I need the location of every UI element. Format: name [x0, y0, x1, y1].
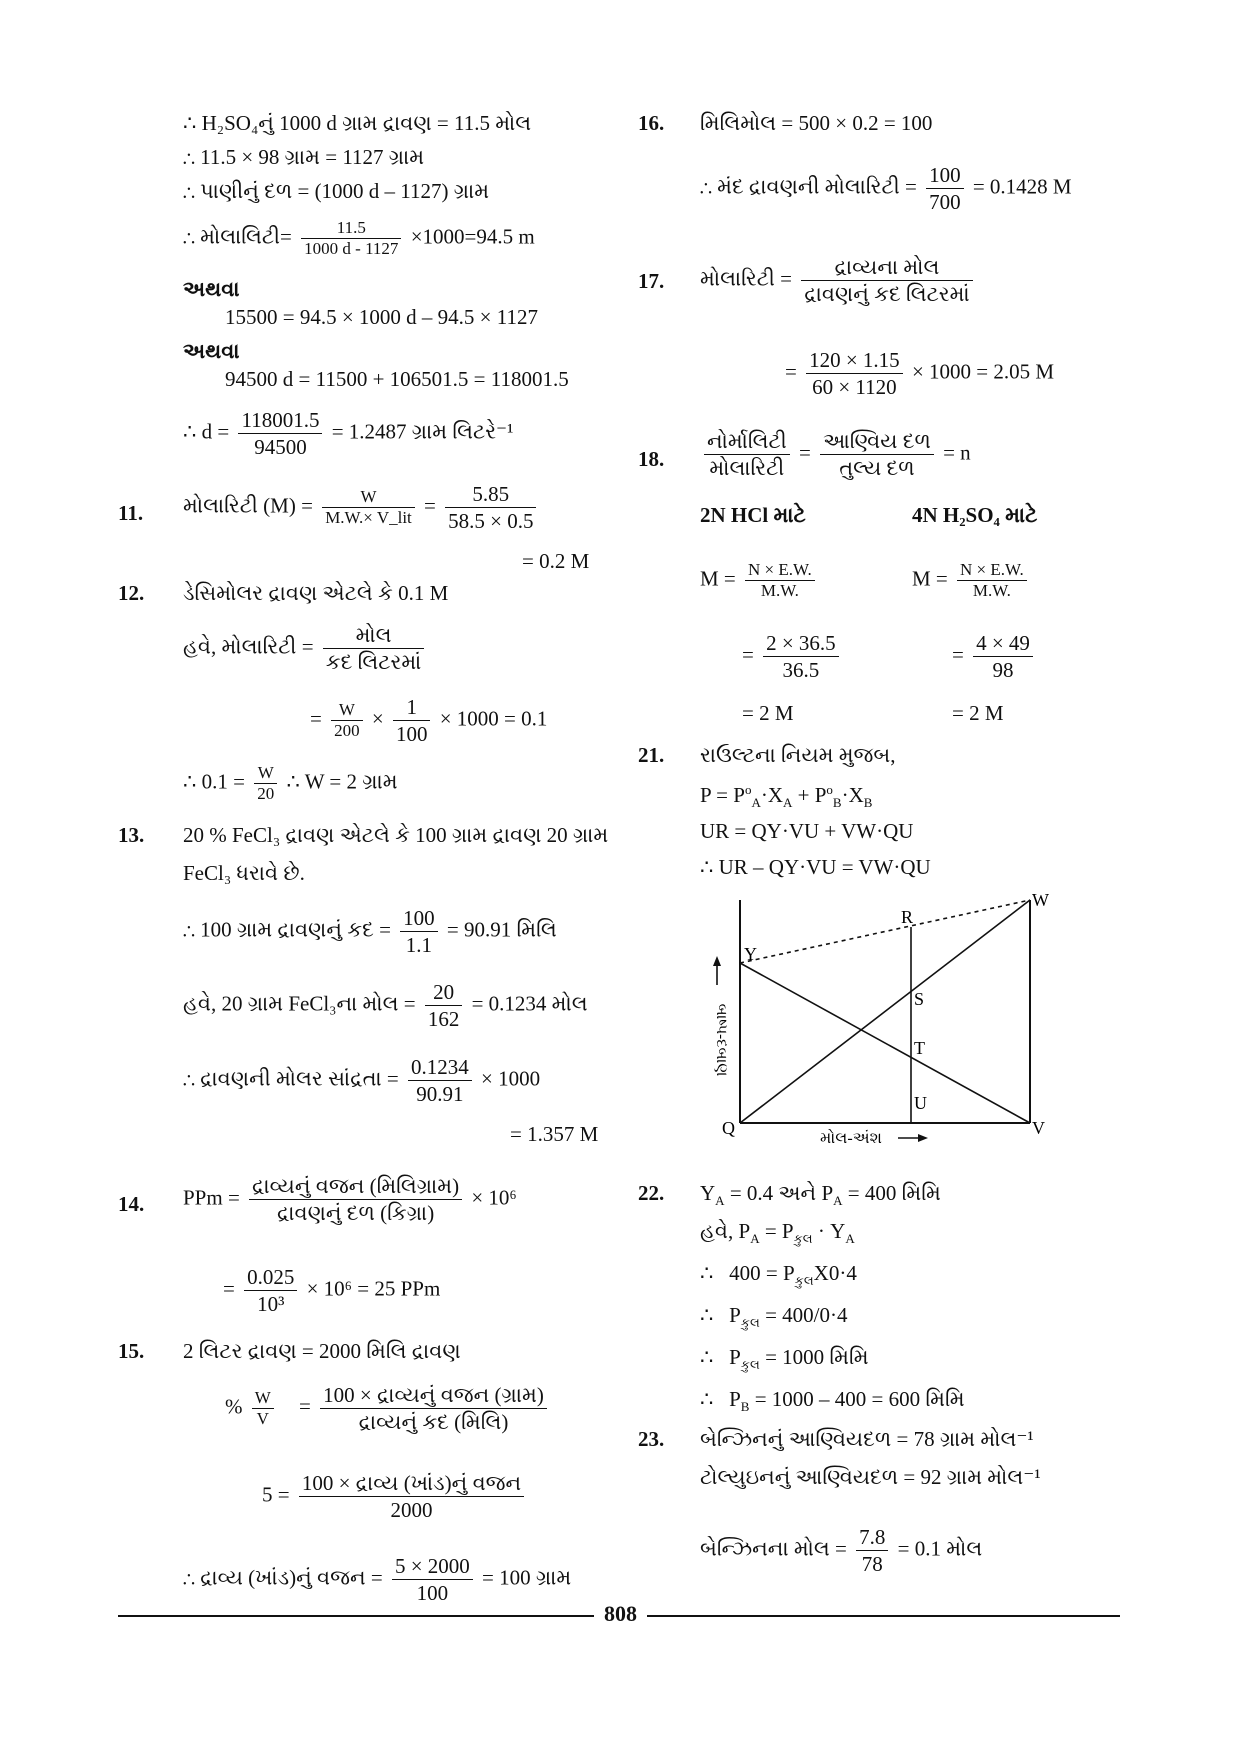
percent-sign: % — [225, 1394, 243, 1419]
denominator: 162 — [427, 1007, 460, 1031]
numerator: 2 × 36.5 — [763, 630, 839, 657]
page-number-text: 808 — [594, 1601, 647, 1626]
q12-result — [183, 763, 398, 804]
result-line: = 1.357 M — [510, 1122, 599, 1146]
wv-percent-formula — [225, 1382, 551, 1435]
equation-lhs: PPm = — [183, 1185, 240, 1210]
denominator: દ્રાવણનું દળ (કિગ્રા) — [276, 1201, 435, 1225]
denominator: 100 — [416, 1581, 449, 1605]
hcl-result: = 2 M — [742, 701, 794, 725]
equation-rhs: × 10⁶ = 25 PPm — [306, 1276, 441, 1301]
numerator: W — [331, 700, 363, 721]
fraction — [238, 407, 322, 460]
h2so4-substitution — [952, 630, 1037, 683]
fraction — [745, 560, 815, 601]
fraction — [926, 162, 964, 215]
equals-sign: = — [310, 706, 322, 731]
numerator: 0.025 — [244, 1264, 297, 1291]
fraction — [323, 622, 425, 675]
equation-lhs: ∴ d = — [183, 419, 230, 444]
q15-result — [183, 1553, 571, 1606]
denominator: 60 × 1120 — [812, 375, 897, 399]
equation-lhs: ∴ દ્રાવ્ય (ખાંડ)નું વજન = — [183, 1565, 383, 1590]
equation-lhs: ∴ મંદ દ્રાવણની મોલારિટી = — [700, 174, 917, 199]
denominator: 20 — [257, 784, 275, 803]
equation-rhs: × 1000 = 0.1 — [439, 706, 548, 731]
text-line: મિલિમોલ = 500 × 0.2 = 100 — [700, 111, 933, 135]
equals-sign: = — [785, 359, 797, 384]
numerator: N × E.W. — [957, 560, 1027, 581]
denominator: M.W.× V_lit — [325, 508, 412, 527]
q22-step2: ∴ $P_{કુલ} = 400/0\cdot 4$ — [700, 1303, 848, 1331]
molality-equation — [183, 218, 535, 259]
q13-concentration — [183, 1054, 540, 1107]
equation-lhs: હવે, મોલારિટી = — [183, 634, 314, 659]
fraction — [445, 481, 536, 534]
fraction — [393, 694, 431, 747]
numerator: 100 — [400, 905, 438, 932]
equation-rhs: = 1.2487 ગ્રામ લિટરે⁻¹ — [331, 419, 514, 444]
denominator: M.W. — [760, 581, 799, 600]
vapour-pressure-diagram — [690, 890, 1070, 1160]
numerator: 7.8 — [856, 1524, 888, 1551]
denominator: 36.5 — [782, 658, 820, 682]
fraction — [322, 487, 415, 528]
equals-sign: = — [742, 642, 754, 667]
equation-rhs: = 100 ગ્રામ — [482, 1565, 572, 1590]
question-number: 17. — [638, 269, 665, 293]
raoult-law-equation: $P = P^o_A\cdot X_A + P^o_B\cdot X_B$ — [700, 782, 873, 811]
denominator: M.W. — [972, 581, 1011, 600]
equation-lhs: ∴ દ્રાવણની મોલર સાંદ્રતા = — [183, 1066, 399, 1091]
question-number: 18. — [638, 447, 665, 471]
text-line: 2 લિટર દ્રાવણ = 2000 મિલિ દ્રાવણ — [183, 1339, 461, 1363]
times-sign: × — [371, 706, 384, 731]
numerator: 118001.5 — [238, 407, 322, 434]
fraction — [408, 1054, 472, 1107]
equation-lhs: ∴ 100 ગ્રામ દ્રાવણનું કદ = — [183, 917, 391, 942]
h2so4-formula — [912, 560, 1031, 601]
point-label-T: T — [914, 1038, 925, 1058]
numerator: 20 — [425, 979, 463, 1006]
ppm-definition — [183, 1173, 517, 1226]
denominator: મોલારિટી — [709, 456, 785, 480]
question-number: 14. — [118, 1192, 145, 1216]
point-label-Q: Q — [722, 1118, 735, 1138]
equation-rhs: = 0.1428 M — [972, 174, 1072, 199]
denominator: દ્રાવ્યનું કદ (મિલિ) — [358, 1410, 509, 1434]
text-line: ∴ 11.5 × 98 ગ્રામ = 1127 ગ્રામ — [183, 145, 425, 169]
x-axis-label: મોલ-અંશ — [820, 1130, 882, 1147]
q22-given: $Y_A = 0.4$ અને $P_A = 400$ મિમિ — [700, 1181, 941, 1209]
equation-lhs: મોલારિટી = — [700, 266, 793, 291]
page-number — [0, 1601, 1241, 1627]
q22-step1: ∴ $400 = P_{કુલ}X0\cdot 4$ — [700, 1261, 857, 1289]
q22-relation: હવે, $P_A = P_{કુલ} \cdot Y_A$ — [700, 1219, 855, 1247]
numerator: W — [252, 1388, 274, 1409]
point-label-W: W — [1032, 890, 1049, 910]
numerator: દ્રાવ્યના મોલ — [801, 254, 972, 281]
denominator: 98 — [992, 658, 1014, 682]
equation-rhs: × 1000 = 2.05 M — [911, 359, 1055, 384]
fraction — [320, 1382, 547, 1435]
athva-label: અથવા — [183, 277, 240, 301]
fraction — [806, 347, 903, 400]
denominator: 100 — [395, 722, 428, 746]
equation-lhs: બેન્ઝિનના મોલ = — [700, 1536, 847, 1561]
equation-rhs: ∴ W = 2 ગ્રામ — [286, 769, 398, 794]
denominator: 200 — [334, 721, 360, 740]
question-number: 15. — [118, 1339, 145, 1363]
equation-rhs: = 0.1234 મોલ — [471, 991, 588, 1016]
q16-molarity — [700, 162, 1072, 215]
question-number: 23. — [638, 1427, 665, 1451]
denominator: 78 — [861, 1552, 883, 1576]
point-label-R: R — [901, 907, 914, 927]
q22-step3: ∴ $P_{કુલ} = 1000$ મિમિ — [700, 1345, 869, 1373]
question-number: 13. — [118, 823, 145, 847]
denominator: 94500 — [254, 435, 307, 459]
numerator: 120 × 1.15 — [806, 347, 903, 374]
numerator: નોર્માલિટી — [704, 428, 790, 455]
equation-rhs: ×1000=94.5 m — [410, 224, 535, 249]
equation-rhs: = n — [943, 440, 971, 465]
athva-label: અથવા — [183, 339, 240, 363]
h2so4-heading: 4N H₂SO₄ માટે — [912, 503, 1038, 527]
fraction — [301, 218, 401, 259]
question-number: 12. — [118, 581, 145, 605]
text-line: બેન્ઝિનનું આણ્વિયદળ = 78 ગ્રામ મોલ⁻¹ — [700, 1427, 1034, 1451]
numerator: 4 × 49 — [973, 630, 1033, 657]
text-line: ∴ UR – QY·VU = VW·QU — [700, 855, 931, 879]
equals-sign: = — [798, 440, 811, 465]
text-line: ટોલ્યુઇનનું આણ્વિયદળ = 92 ગ્રામ મોલ⁻¹ — [700, 1465, 1041, 1489]
fraction — [331, 700, 363, 741]
equation-rhs: = 90.91 મિલિ — [446, 917, 557, 942]
numerator: 100 × દ્રાવ્યનું વજન (ગ્રામ) — [320, 1382, 547, 1409]
equation-lhs: 5 = — [262, 1482, 290, 1507]
q13-moles — [183, 979, 588, 1032]
fraction — [820, 428, 934, 481]
denominator: 10³ — [257, 1292, 285, 1316]
numerator: આણ્વિય દળ — [820, 428, 934, 455]
hcl-heading: 2N HCl માટે — [700, 503, 806, 527]
denominator: તુલ્ય દળ — [839, 456, 915, 480]
equals-sign: = — [299, 1394, 311, 1419]
numerator: W — [322, 487, 415, 508]
fraction — [425, 979, 463, 1032]
question-number: 16. — [638, 111, 665, 135]
denominator: 700 — [929, 190, 961, 214]
fraction — [801, 254, 972, 307]
q17-calculation — [785, 347, 1054, 400]
denominator: 58.5 × 0.5 — [448, 509, 534, 533]
equals-sign: = — [952, 642, 964, 667]
numerator: 0.1234 — [408, 1054, 472, 1081]
q15-substitution — [262, 1470, 528, 1523]
equals-sign: = — [223, 1276, 235, 1301]
numerator: દ્રાવ્યનું વજન (મિલિગ્રામ) — [249, 1173, 462, 1200]
q23-moles — [700, 1524, 982, 1577]
normality-ratio — [700, 428, 971, 481]
x-axis-arrowhead-icon — [918, 1134, 928, 1142]
line-QW — [740, 900, 1030, 1123]
numerator: W — [254, 763, 277, 784]
equation-lhs: મોલારિટી (M) = — [183, 493, 313, 518]
point-label-Y: Y — [744, 944, 757, 964]
text-line: ડેસિમોલર દ્રાવણ એટલે કે 0.1 M — [183, 581, 449, 605]
equation-lhs: M = — [700, 566, 736, 591]
text-line: 94500 d = 11500 + 106501.5 = 118001.5 — [225, 367, 569, 391]
q11-equation — [183, 481, 540, 534]
hcl-substitution — [742, 630, 843, 683]
q22-step4: ∴ $P_B = 1000 - 400 = 600$ મિમિ — [700, 1387, 965, 1415]
q13-volume — [183, 905, 557, 958]
numerator: 11.5 — [301, 218, 401, 239]
text-line: 20 % FeCl₃ દ્રાવણ એટલે કે 100 ગ્રામ દ્રાવણ 20 ગ્રામ — [183, 823, 609, 847]
line-YV — [740, 963, 1030, 1123]
point-label-U: U — [914, 1093, 927, 1113]
numerator: N × E.W. — [745, 560, 815, 581]
denominator: કદ લિટરમાં — [325, 650, 422, 674]
equation-rhs: = 0.1 મોલ — [897, 1536, 983, 1561]
q12-equation — [310, 694, 547, 747]
equation-rhs: × 10⁶ — [471, 1185, 517, 1210]
numerator: 100 — [926, 162, 964, 189]
question-number: 11. — [118, 501, 144, 525]
question-number: 21. — [638, 743, 665, 767]
equation-lhs: M = — [912, 566, 948, 591]
question-number: 22. — [638, 1181, 665, 1205]
y-axis-label: બાષ્પ-દબાણ — [713, 1003, 729, 1077]
result-line: = 0.2 M — [522, 549, 590, 573]
denominator: V — [256, 1409, 269, 1428]
numerator: 1 — [393, 694, 431, 721]
equation-rhs: × 1000 — [481, 1066, 541, 1091]
fraction — [299, 1470, 524, 1523]
fraction — [856, 1524, 888, 1577]
text-line: 15500 = 94.5 × 1000 d – 94.5 × 1127 — [225, 305, 539, 329]
equals-sign: = — [424, 493, 436, 518]
molarity-definition — [700, 254, 977, 307]
numerator: 5 × 2000 — [392, 1553, 473, 1580]
numerator: 5.85 — [445, 481, 536, 508]
fraction — [973, 630, 1033, 683]
text-line: રાઉલ્ટના નિયમ મુજબ, — [700, 743, 896, 767]
point-label-V: V — [1032, 1118, 1045, 1138]
text-line: UR = QY·VU + VW·QU — [700, 819, 914, 843]
fraction — [957, 560, 1027, 601]
numerator: 100 × દ્રાવ્ય (ખાંડ)નું વજન — [299, 1470, 524, 1497]
denominator: 1000 d - 1127 — [304, 239, 399, 258]
hcl-formula — [700, 560, 819, 601]
denominator: 1.1 — [405, 933, 433, 957]
denominator: 2000 — [390, 1498, 433, 1522]
fraction — [254, 763, 277, 804]
y-axis-arrowhead-icon — [713, 956, 721, 966]
numerator: મોલ — [323, 622, 425, 649]
denominator: દ્રાવણનું કદ લિટરમાં — [804, 282, 970, 306]
fraction — [252, 1388, 274, 1429]
denominator: 90.91 — [416, 1082, 464, 1106]
fraction — [400, 905, 438, 958]
dashed-line-YW — [740, 900, 1030, 963]
equation-lhs: ∴ 0.1 = — [183, 769, 245, 794]
equation-lhs: ∴ મોલાલિટી= — [183, 224, 292, 249]
text-line: ∴ H₂SO₄નું 1000 d ગ્રામ દ્રાવણ = 11.5 મોલ — [183, 111, 532, 135]
fraction — [392, 1553, 473, 1606]
fraction — [249, 1173, 462, 1226]
molarity-definition — [183, 622, 428, 675]
ppm-calculation — [223, 1264, 440, 1317]
fraction — [244, 1264, 297, 1317]
density-equation — [183, 407, 513, 460]
text-line: ∴ પાણીનું દળ = (1000 d – 1127) ગ્રામ — [183, 179, 490, 203]
text-line: FeCl₃ ધરાવે છે. — [183, 861, 305, 885]
fraction — [704, 428, 790, 481]
fraction — [763, 630, 839, 683]
equation-lhs: હવે, 20 ગ્રામ FeCl₃ના મોલ = — [183, 991, 416, 1016]
h2so4-result: = 2 M — [952, 701, 1004, 725]
point-label-S: S — [914, 989, 925, 1009]
